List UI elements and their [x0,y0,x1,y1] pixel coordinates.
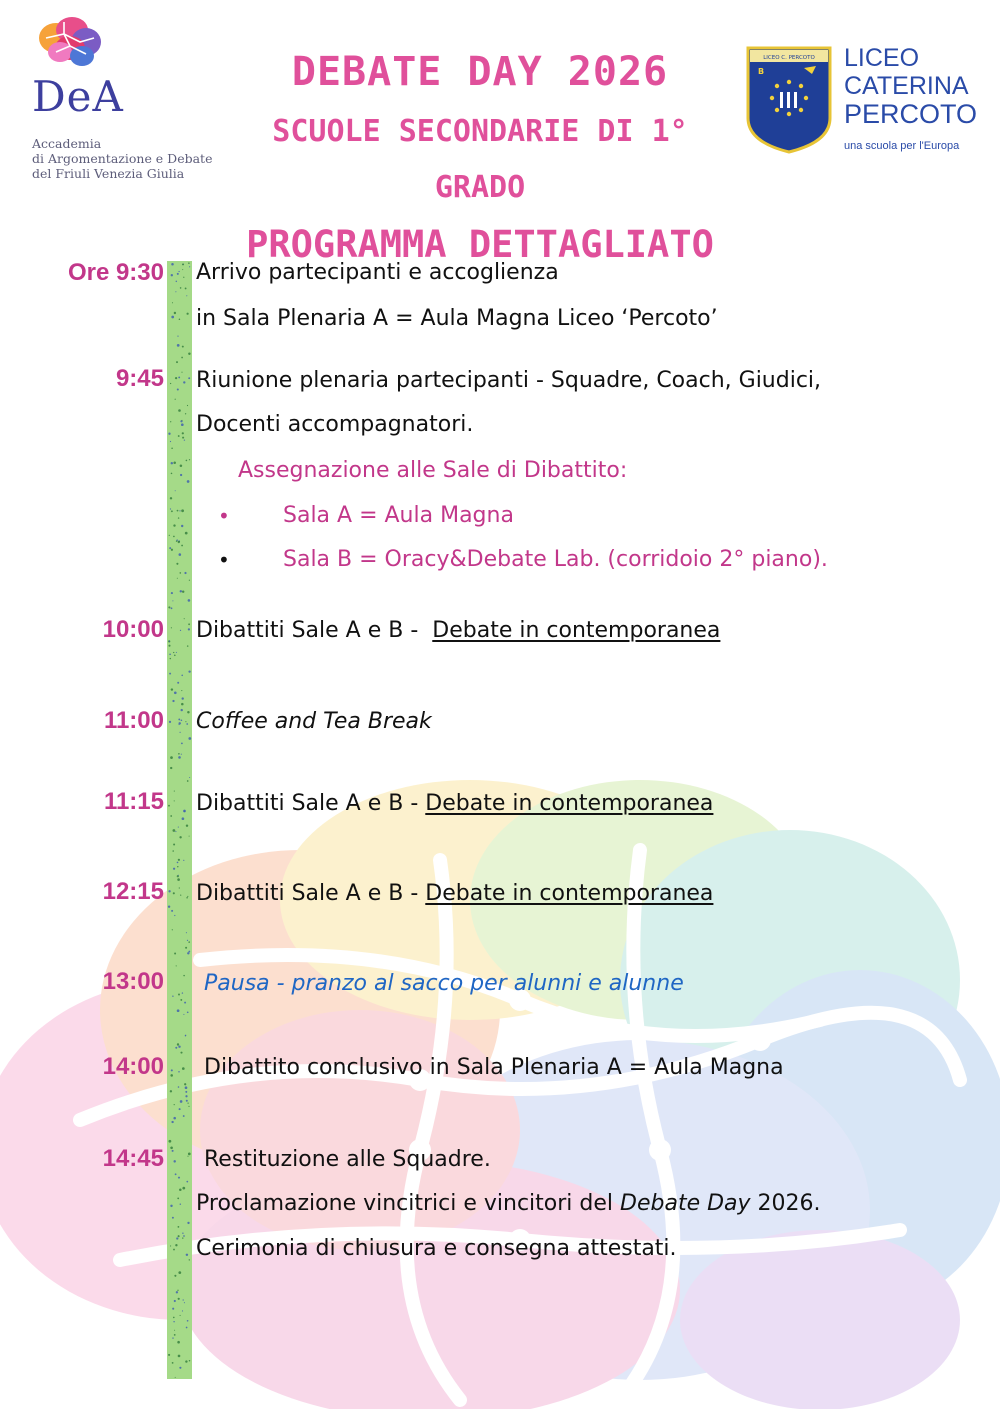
time-label: 13:00 [102,968,164,995]
event-text [196,789,713,819]
debate-link-text: Debate in contemporanea [425,791,714,816]
event-text: Pausa - pranzo al sacco per alunni e alunne [204,971,684,996]
liceo-tagline: una scuola per l'Europa [844,140,960,152]
event-text: Cerimonia di chiusura e consegna attestati. [196,1236,677,1261]
program-heading: PROGRAMMA DETTAGLIATO [246,223,714,266]
time-label: Ore 9:30 [67,259,164,286]
time-label: 12:15 [102,878,164,905]
bullet-icon: • [218,504,230,528]
time-label: 9:45 [115,365,164,392]
title-block [240,42,720,274]
event-text: Docenti accompagnatori. [196,412,474,437]
debate-link-text: Debate in contemporanea [432,618,721,643]
liceo-logo [744,44,994,164]
event-text-italic: Debate Day [620,1191,751,1216]
room-item: Sala B = Oracy&Debate Lab. (corridoio 2° piano). [283,547,828,572]
liceo-name-line: CATERINA [844,72,969,100]
room-item: Sala A = Aula Magna [283,503,514,528]
time-label: 11:00 [103,707,164,734]
event-text-part: Proclamazione vincitrici e vincitori del [196,1191,621,1216]
time-label: 14:00 [102,1053,164,1080]
event-text-part: Dibattiti Sale A e B - [196,618,433,643]
time-label: 11:15 [103,788,164,815]
event-text [196,879,713,909]
dea-subtitle-line: di Argomentazione e Debate [32,151,213,166]
event-text: Restituzione alle Squadre. [204,1147,491,1172]
liceo-name-line: PERCOTO [844,99,978,129]
liceo-name-line: LICEO [844,44,920,72]
school-shield-icon [744,44,834,154]
event-title: DEBATE DAY 2026 [291,49,669,95]
timeline-speckles [167,261,192,1379]
event-text: Riunione plenaria partecipanti - Squadre, Coach, Giudici, [196,368,822,393]
event-text-part: Dibattiti Sale A e B - [196,881,426,906]
event-text-part: 2026. [750,1191,821,1216]
shield-label: LICEO C. PERCOTO [763,55,815,61]
event-text: in Sala Plenaria A = Aula Magna Liceo ‘Percoto’ [196,306,718,331]
event-text [196,616,720,646]
room-assignment-title: Assegnazione alle Sale di Dibattito: [238,458,628,483]
event-text [196,1189,821,1219]
liceo-name [844,44,977,128]
dea-subtitle-line: Accademia [32,136,102,151]
debate-link-text: Debate in contemporanea [425,881,714,906]
event-text: Coffee and Tea Break [196,709,432,734]
event-text-part: Dibattiti Sale A e B - [196,791,426,816]
brain-logo-icon [34,12,106,72]
event-subtitle: SCUOLE SECONDARIE DI 1° GRADO [272,114,688,205]
event-text: Dibattito conclusivo in Sala Plenaria A = Aula Magna [204,1055,784,1080]
bullet-icon: • [218,548,230,572]
time-label: 10:00 [102,616,164,643]
dea-logo [28,10,228,200]
dea-subtitle-line: del Friuli Venezia Giulia [32,166,185,181]
time-label: 14:45 [102,1145,164,1172]
svg-text:B: B [758,67,765,76]
dea-logo-text: DeA [32,72,124,121]
event-text: Arrivo partecipanti e accoglienza [196,260,559,285]
